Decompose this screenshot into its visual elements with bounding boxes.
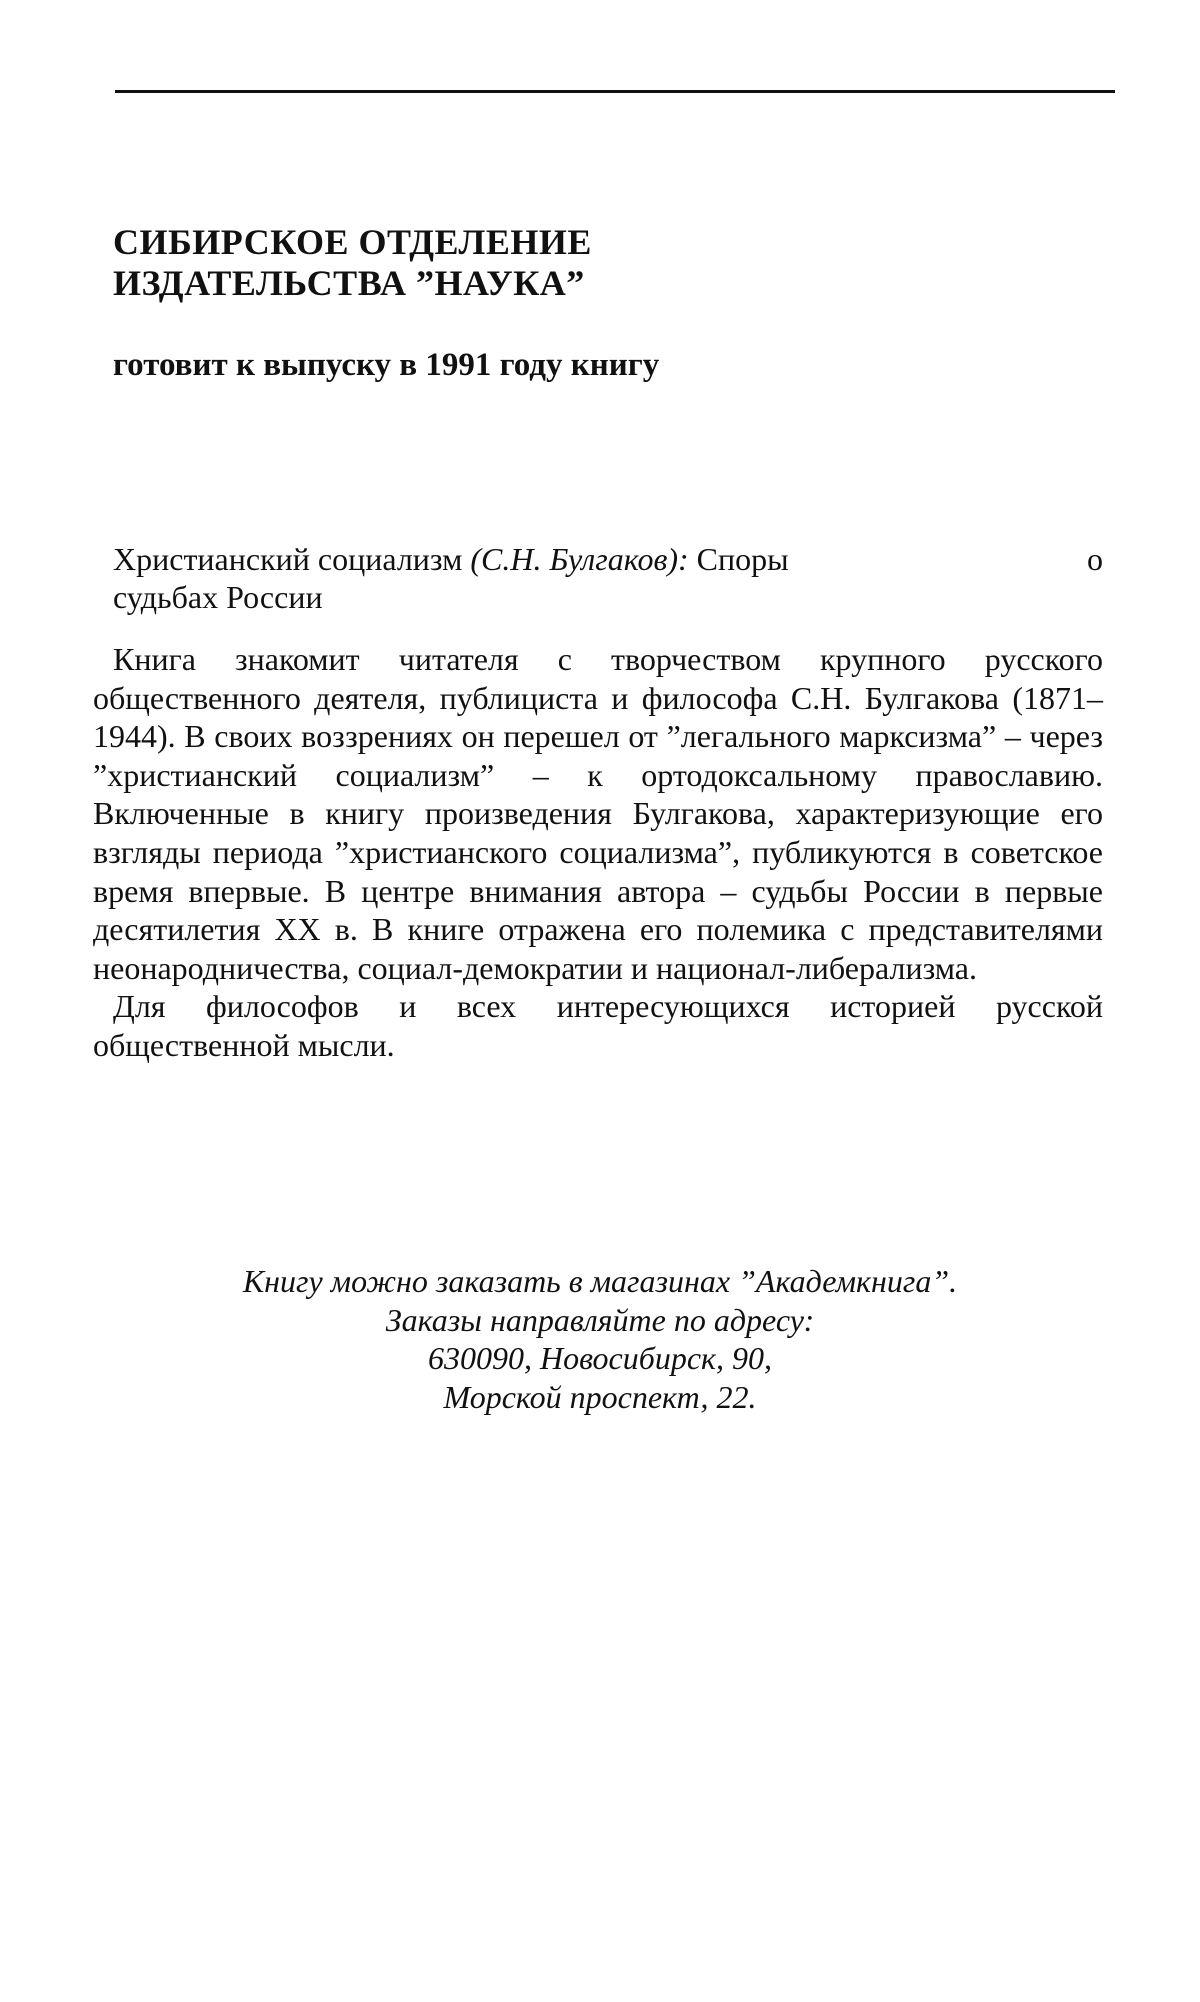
order-address-line-1: 630090, Новосибирск, 90, [427,1340,773,1376]
order-line-2: Заказы направляйте по адресу: [385,1301,815,1338]
book-description [93,640,1103,1065]
order-line-1: Книгу можно заказать в магазинах ”Академкнига”. [242,1263,958,1299]
publisher-line-2: ИЗДАТЕЛЬСТВА ”НАУКА” [113,263,585,303]
top-rule [115,90,1115,93]
description-paragraph: Книга знакомит читателя с творчеством крупного русского общественного деятеля, публициста и философа С.Н. Булгакова (1871–1944). В своих воззрениях он перешел от ”легального марксизма” – через ”христианский социализм” – к ортодоксальному православию. Включенные в книгу произведения Булгакова, характеризующие его взгляды периода ”христианского социализма”, публикуются в советское время впервые. В центре внимания автора – судьбы России в первые десятилетия XX в. В книге отражена его полемика с представителями неонародничества, социал-демократии и национал-либерализма. [93,641,1103,986]
book-title-part-2: Споры [696,541,789,577]
order-address-line-2: Морской проспект, 22. [443,1378,757,1415]
publisher-name [113,222,592,304]
book-title-part-3: о [1087,541,1103,577]
book-title-line-2: судьбах России [113,579,323,615]
book-title-main [113,540,789,578]
description-paragraph: Для философов и всех интересующихся историей русской общественной мысли. [93,988,1103,1063]
order-info [0,1262,1200,1416]
book-author: (С.Н. Булгаков): [470,541,689,577]
publisher-line-1: СИБИРСКОЕ ОТДЕЛЕНИЕ [113,222,592,262]
book-title [113,540,1103,616]
book-title-part-1: Христианский социализм [113,541,463,577]
book-title-line-1 [113,540,1103,578]
announcement: готовит к выпуску в 1991 году книгу [113,347,660,383]
